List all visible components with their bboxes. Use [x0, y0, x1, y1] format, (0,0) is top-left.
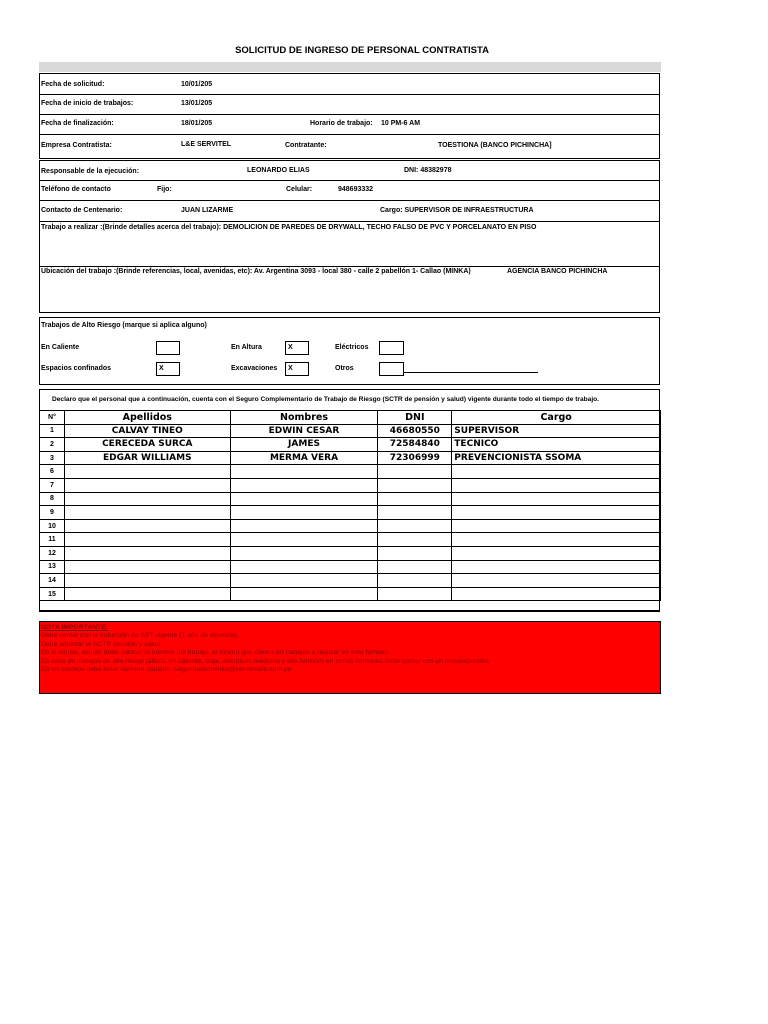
ubicacion-text: Ubicación del trabajo :(Brinde referencias, local, avenidas, etc): Av. Argentina 3093 - local 380 - calle 2 pabellón 1- Callao (MINKA) [41, 268, 471, 275]
riesgo-title: Trabajos de Alto Riesgo (marque si aplica alguno) [41, 322, 207, 329]
excavaciones-label: Excavaciones [231, 365, 278, 372]
cargo-cell[interactable] [452, 465, 661, 479]
empresa-label: Empresa Contratista: [41, 142, 112, 149]
table-row [40, 546, 661, 560]
apellidos-cell[interactable]: CERECEDA SURCA [64, 438, 230, 452]
espacios-checkbox[interactable]: X [156, 362, 180, 376]
telefono-label: Teléfono de contacto [41, 186, 111, 193]
header-apellidos: Apellidos [64, 411, 230, 425]
nota-line: Debe contar con la Inducción de SST vigente (1 año de vigencia). [41, 632, 239, 640]
table-row [40, 574, 661, 588]
header-nombres: Nombres [230, 411, 378, 425]
apellidos-cell[interactable] [64, 560, 230, 574]
apellidos-cell[interactable] [64, 587, 230, 601]
cargo-cell[interactable] [452, 492, 661, 506]
responsable-value: LEONARDO ELIAS [247, 167, 310, 174]
apellidos-cell[interactable] [64, 478, 230, 492]
riesgo-section [39, 317, 660, 385]
dni-cell[interactable] [378, 492, 452, 506]
row-telefono [40, 181, 659, 201]
dni-cell[interactable] [378, 574, 452, 588]
row-number[interactable]: 1 [40, 424, 65, 438]
cargo-cell[interactable]: TECNICO [452, 438, 661, 452]
nombres-cell[interactable] [230, 465, 378, 479]
row-number[interactable]: 7 [40, 478, 65, 492]
personal-table [39, 410, 661, 601]
row-number[interactable]: 11 [40, 533, 65, 547]
general-section [39, 73, 660, 159]
cargo-cell[interactable]: PREVENCIONISTA SSOMA [452, 451, 661, 465]
nombres-cell[interactable] [230, 546, 378, 560]
apellidos-cell[interactable] [64, 506, 230, 520]
fecha-solicitud-value: 10/01/205 [181, 81, 213, 88]
excavaciones-checkbox[interactable]: X [285, 362, 309, 376]
nota-line: Debe adjuntar el SCTR pensión y salud. [41, 640, 163, 648]
nombres-cell[interactable]: EDWIN CESAR [230, 424, 378, 438]
row-number[interactable]: 13 [40, 560, 65, 574]
dni-cell[interactable] [378, 478, 452, 492]
row-number[interactable]: 12 [40, 546, 65, 560]
cargo-cell[interactable] [452, 533, 661, 547]
cargo-cell[interactable] [452, 546, 661, 560]
cargo-cell[interactable] [452, 587, 661, 601]
dni-cell[interactable]: 72306999 [378, 451, 452, 465]
row-fecha-solicitud [40, 74, 659, 95]
row-fecha-inicio [40, 95, 659, 115]
row-number[interactable]: 15 [40, 587, 65, 601]
en-caliente-checkbox[interactable] [156, 341, 180, 355]
en-altura-checkbox[interactable]: X [285, 341, 309, 355]
table-header-row [40, 411, 661, 425]
otros-checkbox[interactable] [379, 362, 404, 376]
header-cargo: Cargo [452, 411, 661, 425]
cargo-cell[interactable]: SUPERVISOR [452, 424, 661, 438]
nombres-cell[interactable] [230, 574, 378, 588]
dni-cell[interactable] [378, 506, 452, 520]
otros-line[interactable] [404, 372, 538, 373]
nombres-cell[interactable] [230, 560, 378, 574]
trabajo-text: Trabajo a realizar :(Brinde detalles acerca del trabajo): DEMOLICION DE PAREDES DE DRYWALL, TECHO FALSO DE PVC Y PORCELANATO EN PISO [41, 224, 537, 231]
row-ubicacion [40, 267, 659, 313]
page-title: SOLICITUD DE INGRESO DE PERSONAL CONTRATISTA [235, 45, 489, 56]
nota-line: En caso de trabajos de alto riesgo (altura, en caliente, izaje, eléctricos mediana y alta tensión) en zonas comunes debe contar con un prevencionista. [41, 657, 491, 665]
dni-cell[interactable]: 46680550 [378, 424, 452, 438]
contacto-section [39, 160, 660, 313]
row-number[interactable]: 2 [40, 438, 65, 452]
row-number[interactable]: 3 [40, 451, 65, 465]
declaracion-text: Declaro que el personal que a continuación, cuenta con el Seguro Complementario de Trabajo de Riesgo (SCTR de pensión y salud) vigente durante todo el tiempo de trabajo. [52, 396, 600, 403]
nombres-cell[interactable] [230, 533, 378, 547]
row-fecha-fin [40, 115, 659, 135]
fecha-fin-value: 18/01/205 [181, 120, 213, 127]
empresa-value: L&E SERVITEL [181, 141, 232, 148]
contratante-label: Contratante: [285, 142, 327, 149]
row-empresa [40, 135, 659, 159]
nombres-cell[interactable] [230, 478, 378, 492]
cargo-cell[interactable] [452, 574, 661, 588]
nombres-cell[interactable] [230, 492, 378, 506]
fecha-inicio-label: Fecha de inicio de trabajos: [41, 100, 134, 107]
agencia-text: AGENCIA BANCO PICHINCHA [507, 268, 608, 275]
dni-cell[interactable] [378, 546, 452, 560]
nombres-cell[interactable]: MERMA VERA [230, 451, 378, 465]
table-row [40, 451, 661, 465]
horario-value: 10 PM-6 AM [381, 120, 421, 127]
cargo-cell[interactable] [452, 560, 661, 574]
nombres-cell[interactable] [230, 506, 378, 520]
row-number[interactable]: 9 [40, 506, 65, 520]
table-row [40, 506, 661, 520]
table-row [40, 424, 661, 438]
centenario-value: JUAN LIZARME [181, 207, 234, 214]
cargo-cell[interactable] [452, 506, 661, 520]
apellidos-cell[interactable] [64, 533, 230, 547]
apellidos-cell[interactable] [64, 492, 230, 506]
centenario-label: Contacto de Centenario: [41, 207, 123, 214]
table-row [40, 519, 661, 533]
table-row [40, 465, 661, 479]
row-responsable [40, 161, 659, 181]
fecha-fin-label: Fecha de finalización: [41, 120, 114, 127]
row-trabajo [40, 222, 659, 267]
nota-importante [39, 621, 661, 694]
nota-heading: NOTA IMPORTANTE: [41, 624, 109, 631]
en-caliente-label: En Caliente [41, 344, 80, 351]
dni-cell[interactable] [378, 587, 452, 601]
contratante-value: TOESTIONA (BANCO PICHINCHA] [438, 142, 552, 149]
cargo-cell[interactable] [452, 478, 661, 492]
header-dni: DNI [378, 411, 452, 425]
celular-label: Celular: [286, 186, 313, 193]
dni-cell[interactable] [378, 533, 452, 547]
en-altura-label: En Altura [231, 344, 262, 351]
table-row [40, 478, 661, 492]
apellidos-cell[interactable] [64, 519, 230, 533]
nota-line: En los correos debe estar siempre copiado: seguridadccminka@centenario.com.pe [41, 666, 292, 674]
table-row [40, 492, 661, 506]
electricos-checkbox[interactable] [379, 341, 404, 355]
nombres-cell[interactable]: JAMES [230, 438, 378, 452]
fecha-inicio-value: 13/01/205 [181, 100, 213, 107]
fijo-label: Fijo: [157, 186, 172, 193]
responsable-label: Responsable de la ejecución: [41, 168, 140, 175]
row-number[interactable]: 14 [40, 574, 65, 588]
celular-value: 948693332 [338, 186, 374, 193]
nombres-cell[interactable] [230, 587, 378, 601]
row-centenario [40, 201, 659, 222]
dni-value: DNI: 48382978 [404, 167, 452, 174]
dni-cell[interactable] [378, 519, 452, 533]
espacios-label: Espacios confinados [41, 365, 112, 372]
header-bar [39, 62, 661, 72]
horario-label: Horario de trabajo: [310, 120, 373, 127]
table-row [40, 533, 661, 547]
table-row [40, 438, 661, 452]
row-number[interactable]: 8 [40, 492, 65, 506]
dni-cell[interactable]: 72584840 [378, 438, 452, 452]
header-n: N° [40, 411, 65, 425]
apellidos-cell[interactable] [64, 574, 230, 588]
apellidos-cell[interactable] [64, 465, 230, 479]
dni-cell[interactable] [378, 465, 452, 479]
dni-cell[interactable] [378, 560, 452, 574]
table-row [40, 560, 661, 574]
apellidos-cell[interactable]: EDGAR WILLIAMS [64, 451, 230, 465]
electricos-label: Eléctricos [335, 344, 369, 351]
row-number[interactable]: 6 [40, 465, 65, 479]
apellidos-cell[interactable] [64, 546, 230, 560]
nombres-cell[interactable] [230, 519, 378, 533]
otros-label: Otros [335, 365, 354, 372]
table-row [40, 587, 661, 601]
cargo-cell[interactable] [452, 519, 661, 533]
row-number[interactable]: 10 [40, 519, 65, 533]
fecha-solicitud-label: Fecha de solicitud: [41, 81, 105, 88]
apellidos-cell[interactable]: CALVAY TINEO [64, 424, 230, 438]
nota-line: En el correo, asunto debe colocar el nombre del trabajo, el mismo que coloca en trabajos a realizar en este formato. [41, 649, 391, 657]
cargo-value: Cargo: SUPERVISOR DE INFRAESTRUCTURA [380, 207, 534, 214]
